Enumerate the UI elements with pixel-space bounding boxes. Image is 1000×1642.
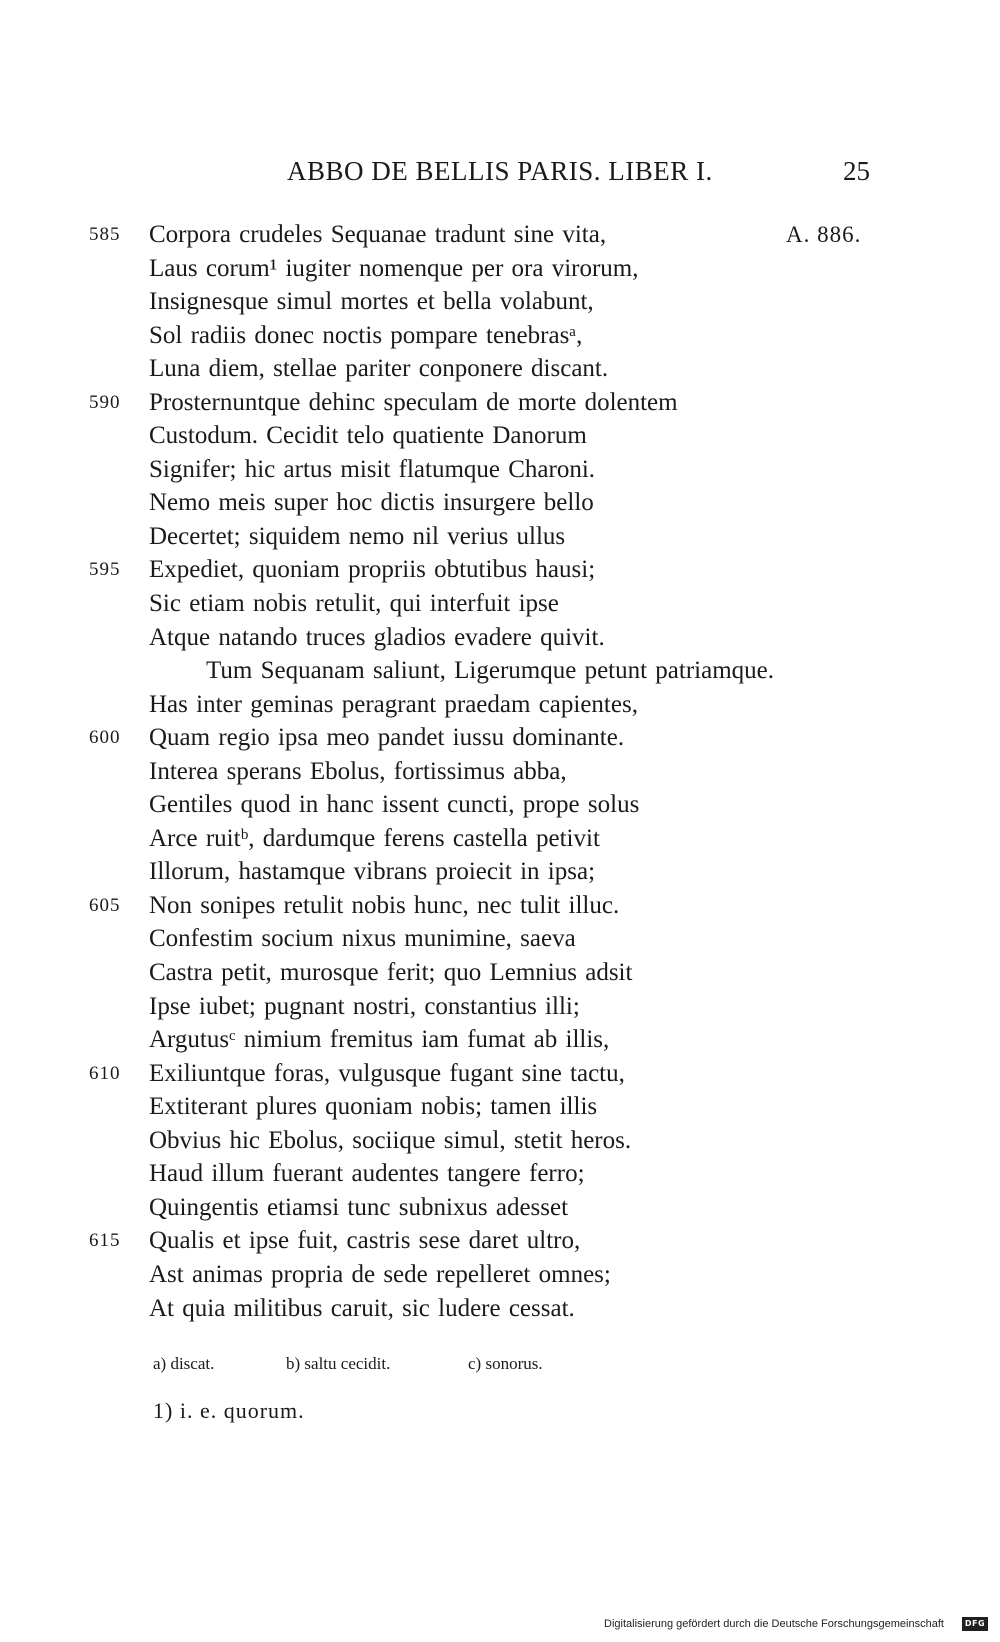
verse-line bbox=[0, 1292, 1000, 1326]
verse-text: Nemo meis super hoc dictis insurgere bello bbox=[149, 489, 594, 517]
line-number: 595 bbox=[89, 559, 121, 581]
verse-line bbox=[0, 453, 1000, 487]
verse-line bbox=[0, 889, 1000, 923]
verse-text: Gentiles quod in hanc issent cuncti, prope solus bbox=[149, 791, 640, 819]
verse-text: Signifer; hic artus misit flatumque Charoni. bbox=[149, 455, 596, 483]
verse-line bbox=[0, 788, 1000, 822]
verse-text: Atque natando truces gladios evadere quivit. bbox=[149, 623, 605, 651]
verse-text: Argutusᶜ nimium fremitus iam fumat ab illis, bbox=[149, 1026, 610, 1054]
running-title: ABBO DE BELLIS PARIS. LIBER I. bbox=[287, 156, 713, 186]
verse-block bbox=[0, 218, 1000, 1325]
verse-line bbox=[0, 218, 1000, 252]
textual-note-a: a) discat. bbox=[153, 1354, 215, 1373]
line-number: 585 bbox=[89, 224, 121, 245]
verse-text: At quia militibus caruit, sic ludere cessat. bbox=[149, 1294, 575, 1322]
verse-line bbox=[0, 990, 1000, 1024]
verse-text: Sic etiam nobis retulit, qui interfuit ipse bbox=[149, 590, 559, 618]
running-head bbox=[0, 156, 1000, 196]
verse-text: Luna diem, stellae pariter conponere discant. bbox=[149, 355, 609, 383]
verse-text: Non sonipes retulit nobis hunc, nec tulit illuc. bbox=[149, 891, 620, 919]
verse-line bbox=[0, 319, 1000, 353]
verse-line bbox=[0, 956, 1000, 990]
verse-text: Interea sperans Ebolus, fortissimus abba, bbox=[149, 757, 567, 785]
textual-note-c: c) sonorus. bbox=[468, 1354, 543, 1373]
verse-line bbox=[0, 1124, 1000, 1158]
verse-line bbox=[0, 419, 1000, 453]
verse-line bbox=[0, 855, 1000, 889]
verse-text: Corpora crudeles Sequanae tradunt sine vita, bbox=[149, 221, 607, 248]
verse-text: Arce ruitᵇ, dardumque ferens castella petivit bbox=[149, 824, 600, 852]
textual-note-b: b) saltu cecidit. bbox=[286, 1354, 391, 1373]
verse-line bbox=[0, 352, 1000, 386]
verse-line bbox=[0, 1258, 1000, 1292]
verse-line bbox=[0, 922, 1000, 956]
verse-line bbox=[0, 688, 1000, 722]
verse-text: Extiterant plures quoniam nobis; tamen illis bbox=[149, 1093, 598, 1121]
verse-text: Laus corum¹ iugiter nomenque per ora virorum, bbox=[149, 254, 639, 282]
verse-line bbox=[0, 587, 1000, 621]
verse-text: Confestim socium nixus munimine, saeva bbox=[149, 925, 576, 953]
verse-text: Exiliuntque foras, vulgusque fugant sine tactu, bbox=[149, 1059, 625, 1087]
verse-text: Illorum, hastamque vibrans proiecit in ipsa; bbox=[149, 858, 596, 886]
verse-line bbox=[0, 1191, 1000, 1225]
line-number: 590 bbox=[89, 391, 121, 413]
digitization-credit: Digitalisierung gefördert durch die Deutsche Forschungsgemeinschaft bbox=[604, 1618, 944, 1630]
verse-text: Tum Sequanam saliunt, Ligerumque petunt patriamque. bbox=[206, 657, 775, 685]
verse-text: Ast animas propria de sede repelleret omnes; bbox=[149, 1260, 611, 1288]
verse-text: Qualis et ipse fuit, castris sese daret ultro, bbox=[149, 1227, 581, 1255]
verse-line bbox=[0, 721, 1000, 755]
verse-line bbox=[0, 621, 1000, 655]
verse-line bbox=[0, 386, 1000, 420]
verse-line bbox=[0, 1157, 1000, 1191]
verse-line bbox=[0, 252, 1000, 286]
verse-line bbox=[0, 755, 1000, 789]
verse-text: Sol radiis donec noctis pompare tenebrasᵃ, bbox=[149, 321, 583, 349]
verse-line bbox=[0, 654, 1000, 688]
line-number: 605 bbox=[89, 894, 121, 916]
verse-text: Prosternuntque dehinc speculam de morte dolentem bbox=[149, 388, 678, 416]
verse-line bbox=[0, 285, 1000, 319]
verse-line bbox=[0, 822, 1000, 856]
year-margin-note: A. 886. bbox=[786, 222, 862, 247]
line-number: 600 bbox=[89, 727, 121, 749]
verse-text: Decertet; siquidem nemo nil verius ullus bbox=[149, 522, 566, 550]
line-number: 610 bbox=[89, 1062, 121, 1084]
verse-text: Has inter geminas peragrant praedam capientes, bbox=[149, 690, 638, 718]
verse-text: Obvius hic Ebolus, sociique simul, stetit heros. bbox=[149, 1126, 632, 1154]
verse-text: Quingentis etiamsi tunc subnixus adesset bbox=[149, 1193, 569, 1221]
verse-text: Insignesque simul mortes et bella volabunt, bbox=[149, 288, 594, 316]
line-number: 615 bbox=[89, 1230, 121, 1252]
verse-text: Expediet, quoniam propriis obtutibus hausi; bbox=[149, 556, 596, 584]
verse-line bbox=[0, 1090, 1000, 1124]
verse-text: Haud illum fuerant audentes tangere ferro; bbox=[149, 1160, 585, 1188]
verse-text: Ipse iubet; pugnant nostri, constantius illi; bbox=[149, 992, 580, 1020]
verse-text: Custodum. Cecidit telo quatiente Danorum bbox=[149, 422, 587, 450]
verse-text: Castra petit, murosque ferit; quo Lemnius adsit bbox=[149, 959, 633, 987]
verse-line bbox=[0, 553, 1000, 587]
dfg-logo-icon: DFG bbox=[962, 1617, 988, 1631]
verse-line bbox=[0, 486, 1000, 520]
verse-line bbox=[0, 1023, 1000, 1057]
verse-line bbox=[0, 1057, 1000, 1091]
verse-line bbox=[0, 520, 1000, 554]
verse-text: Quam regio ipsa meo pandet iussu dominante. bbox=[149, 724, 625, 752]
footnote-gloss: 1) i. e. quorum. bbox=[153, 1398, 305, 1423]
verse-line bbox=[0, 1224, 1000, 1258]
page-number: 25 bbox=[843, 156, 870, 186]
